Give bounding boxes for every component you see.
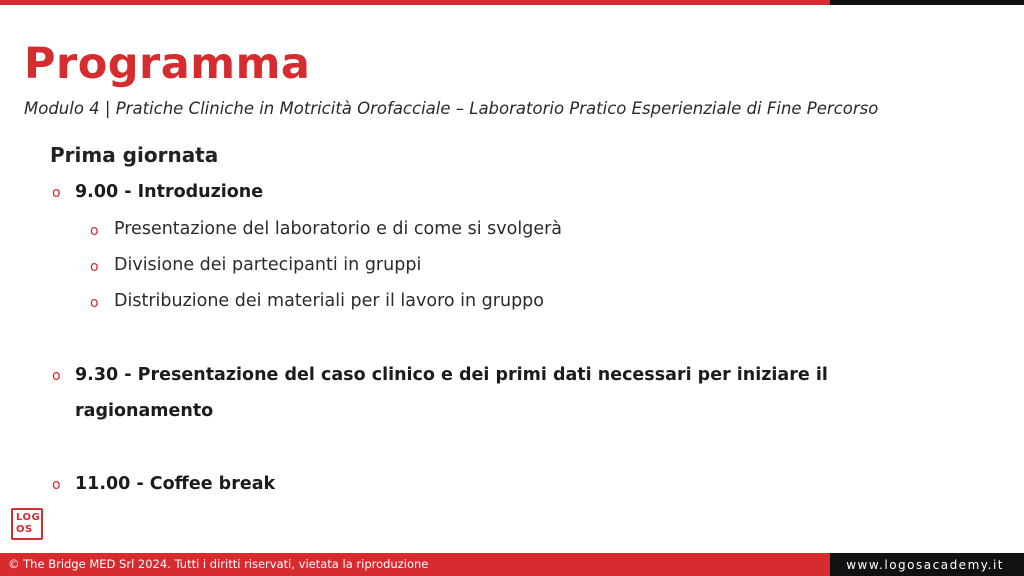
footer-bar [0, 553, 830, 576]
agenda-item-label: 9.00 - Introduzione [75, 182, 264, 202]
sub-item-label: Distribuzione dei materiali per il lavoro in gruppo [114, 291, 544, 311]
bullet-icon: o [52, 368, 61, 384]
sub-item-label: Presentazione del laboratorio e di come si svolgerà [114, 219, 563, 239]
bullet-icon: o [90, 223, 99, 239]
top-accent-bar [0, 0, 830, 5]
bullet-icon: o [52, 477, 61, 493]
page-subtitle: Modulo 4 | Pratiche Cliniche in Motricità Orofacciale – Laboratorio Pratico Esperienziale di Fine Percorso [24, 99, 879, 118]
top-dark-bar [830, 0, 1024, 5]
section-heading: Prima giornata [50, 143, 219, 167]
bullet-icon: o [52, 185, 61, 201]
logo-text-line1: LOG [16, 512, 41, 523]
sub-item-label: Divisione dei partecipanti in gruppi [114, 255, 422, 275]
logo [11, 508, 43, 540]
bullet-icon: o [90, 259, 99, 275]
page-title: Programma [24, 39, 311, 89]
footer-copyright: © The Bridge MED Srl 2024. Tutti i diritti riservati, vietata la riproduzione [8, 557, 429, 571]
agenda-item-label: 9.30 - Presentazione del caso clinico e dei primi dati necessari per iniziare il [75, 365, 828, 385]
footer-website-bar [830, 553, 1024, 576]
agenda-item-label: 11.00 - Coffee break [75, 474, 276, 494]
footer-website-link[interactable]: www.logosacademy.it [846, 558, 1004, 572]
bullet-icon: o [90, 295, 99, 311]
agenda-item-label-continued: ragionamento [75, 401, 214, 421]
logo-text-line2: OS [16, 524, 33, 535]
